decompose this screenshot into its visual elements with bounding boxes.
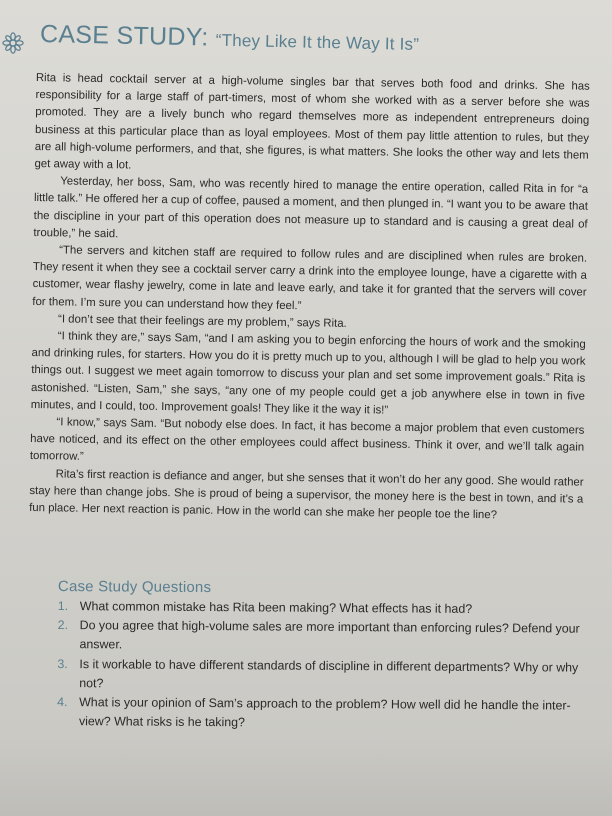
case-study-header xyxy=(0,14,612,64)
questions-list xyxy=(57,597,598,735)
paragraph: “I think they are,” says Sam, “and I am asking you to begin enforcing the hours of work and the smoking and drinking rules, for starters. How you do it is pretty much up to you, although I will be glad to help you work things out. I suggest we meet again tomorrow to discuss your plan and set some improvement goals.” Rita is astonished. “Listen, Sam,” she says, “any one of my people could get a job anywhere else in town in five minutes, and I could, too. Improvement goals! They like it the way it is!” xyxy=(30,330,586,417)
case-study-questions xyxy=(57,578,598,735)
title-main: CASE STUDY: xyxy=(39,20,209,52)
question-text: Do you agree that high-volume sales are more important than enforcing rules? Defend your answer. xyxy=(79,618,580,652)
question-text: What is your opinion of Sam’s approach to the problem? How well did he handle the inter-view? What risks is he taking? xyxy=(78,695,571,730)
paragraph: Yesterday, her boss, Sam, who was recently hired to manage the entire operation, called Rita in for “a little talk.” He offered her a cup of coffee, paused a moment, and then plunged in. “I want you to be aware that the discipline in your part of this operation does not measure up to standard and is causing a great deal of trouble,” he said. xyxy=(33,175,589,241)
question-text: What common mistake has Rita been making? What effects has it had? xyxy=(79,599,473,616)
page-shadow xyxy=(0,740,612,816)
question-item xyxy=(57,655,597,697)
question-item xyxy=(57,693,597,735)
question-number: 1. xyxy=(57,598,69,614)
question-item xyxy=(57,616,597,658)
paragraph: Rita is head cocktail server at a high-volume singles bar that serves both food and drinks. She has responsibility for a large staff of part-timers, most of whom she worked with as a server before she was promoted. They are a lively bunch who regard themselves more as independent entrepreneurs doing business at this particular place than as loyal employees. Most of them pay little attention to rules, but they are all high-volume performers, and that, she figures, is what matters. She looks the other way and lets them get away with a lot. xyxy=(34,71,590,172)
paragraph: Rita’s first reaction is defiance and anger, but she senses that it won’t do her any good. She would rather stay here than change jobs. She is proud of being a supervisor, the money here is the best in town, and it’s a fun place. Her next reaction is panic. How in the world can she make her people toe the line? xyxy=(29,468,584,522)
paragraph: “The servers and kitchen staff are required to follow rules and are disciplined when rules are broken. They resent it when they see a cocktail server carry a drink into the employee lounge, have a cigarette with a customer, wear flashy jewelry, come in late and leave early, and take it for granted that the servers will cover for them. I’m sure you can understand how they feel.” xyxy=(32,244,588,312)
question-number: 3. xyxy=(57,656,68,671)
case-study-body xyxy=(29,70,590,526)
flower-ornament-icon xyxy=(2,32,24,54)
paragraph: “I don’t see that their feelings are my problem,” says Rita. xyxy=(57,313,347,330)
questions-heading: Case Study Questions xyxy=(57,578,212,597)
question-text: Is it workable to have different standards of discipline in different departments? Why or why not? xyxy=(79,656,579,691)
title-sub: “They Like It the Way It Is” xyxy=(215,30,420,54)
case-study-title xyxy=(40,20,420,57)
paragraph: “I know,” says Sam. “But nobody else does. In fact, it has become a major problem that even customers have noticed, and its effect on the other employees could affect business. Think it over, and we’ll talk again tomorrow.” xyxy=(29,416,585,464)
question-number: 4. xyxy=(57,695,68,710)
question-number: 2. xyxy=(57,618,69,633)
